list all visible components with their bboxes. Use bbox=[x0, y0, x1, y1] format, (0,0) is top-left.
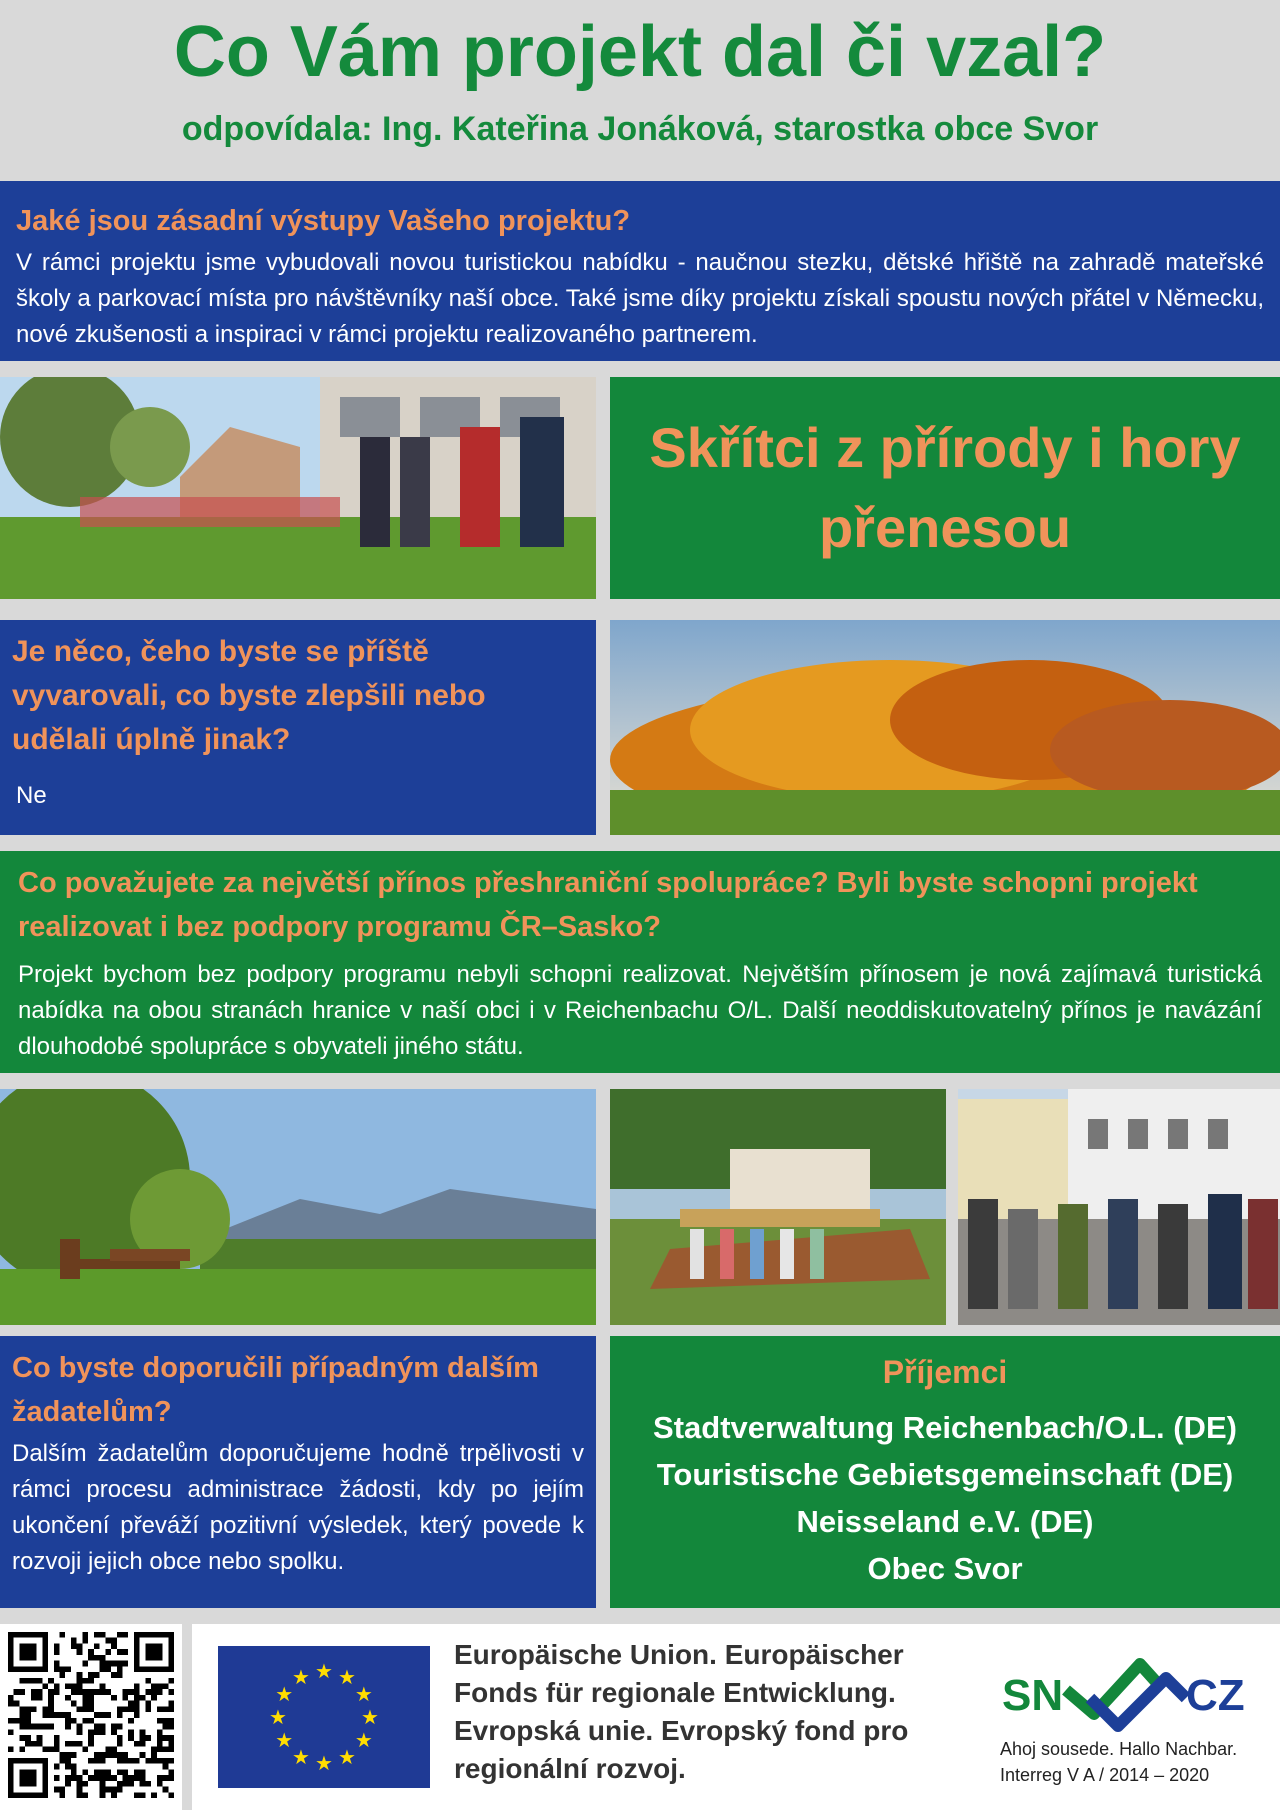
recipients-heading: Příjemci bbox=[882, 1354, 1008, 1390]
recipient-item: Neisseland e.V. (DE) bbox=[796, 1504, 1094, 1539]
motto-text: Skřítci z přírody i hory přenesou bbox=[649, 416, 1241, 559]
motto-panel bbox=[610, 377, 1280, 599]
qr-code-icon bbox=[8, 1632, 174, 1798]
eu-star-icon: ★ bbox=[354, 1684, 373, 1706]
eu-star-icon: ★ bbox=[354, 1730, 373, 1752]
interreg-tagline bbox=[1000, 1736, 1240, 1788]
recommend-question: Co byste doporučili případným dalším žadatelům? bbox=[12, 1352, 539, 1428]
benefit-answer: Projekt bychom bez podpory programu nebyli schopni realizovat. Největším přínosem je nová zajímavá turistická nabídka na obou stranách hranice v naší obci i v Reichenbachu O/L. Další neoddiskutovatelný přínos je navázání dlouhodobé spolupráce s obyvateli jiného státu. bbox=[18, 961, 1262, 1060]
page-title: Co Vám projekt dal či vzal? bbox=[173, 12, 1107, 92]
outputs-answer: V rámci projektu jsme vybudovali novou turistickou nabídku - naučnou stezku, dětské hřiště na zahradě mateřské školy a parkovací místa pro návštěvníky naší obce. Také jsme díky projektu získali spoustu nových přátel v Německu, nové zkušenosti a inspiraci v rámci projektu realizovaného partnerem. bbox=[16, 249, 1264, 348]
eu-star-icon: ★ bbox=[338, 1746, 356, 1769]
recipient-item: Stadtverwaltung Reichenbach/O.L. (DE) bbox=[653, 1410, 1237, 1445]
page-subtitle: odpovídala: Ing. Kateřina Jonáková, starostka obce Svor bbox=[181, 110, 1099, 148]
logo-sn: SN bbox=[1002, 1671, 1064, 1720]
eu-star-icon: ★ bbox=[315, 1753, 333, 1775]
eu-star-icon: ★ bbox=[269, 1707, 287, 1729]
recipients-panel bbox=[610, 1336, 1280, 1608]
recipient-item: Touristische Gebietsgemeinschaft (DE) bbox=[656, 1457, 1234, 1492]
improve-answer: Ne bbox=[16, 782, 47, 809]
improve-question: Je něco, čeho byste se příště vyvarovali, co byste zlepšili nebo udělali úplně jinak? bbox=[12, 635, 486, 756]
eu-star-icon: ★ bbox=[361, 1707, 379, 1729]
photo-town-square bbox=[958, 1089, 1280, 1325]
benefit-question: Co považujete za největší přínos přeshraniční spolupráce? Byli byste schopni projekt realizovat i bez podpory programu ČR–Sasko? bbox=[18, 867, 1198, 943]
photo-gnome-kids bbox=[0, 377, 596, 599]
eu-star-icon: ★ bbox=[292, 1746, 310, 1769]
recipient-item: Obec Svor bbox=[867, 1551, 1023, 1586]
photo-playground bbox=[610, 1089, 946, 1325]
improve-panel bbox=[0, 620, 596, 835]
tagline-2: Interreg V A / 2014 – 2020 bbox=[1000, 1765, 1210, 1785]
eu-funding-text: Europäische Union. Europäischer Fonds für regionale Entwicklung. Evropská unie. Evropský fond pro regionální rozvoj. bbox=[454, 1639, 909, 1784]
outputs-question: Jaké jsou zásadní výstupy Vašeho projektu? bbox=[16, 205, 631, 237]
photo-landscape-bench bbox=[0, 1089, 596, 1325]
recommend-answer: Dalším žadatelům doporučujeme hodně trpělivosti v rámci procesu administrace žádosti, kdy po jejím ukončení převáží pozitivní výsledek, který povede k rozvoji jejich obce nebo spolku. bbox=[12, 1440, 584, 1575]
logo-cz: CZ bbox=[1186, 1671, 1245, 1720]
eu-star-icon: ★ bbox=[275, 1684, 294, 1706]
tagline-1: Ahoj sousede. Hallo Nachbar. bbox=[1000, 1739, 1238, 1759]
eu-star-icon: ★ bbox=[315, 1661, 333, 1683]
eu-star-icon: ★ bbox=[292, 1667, 310, 1690]
qr-code[interactable] bbox=[0, 1624, 182, 1810]
recommend-panel bbox=[0, 1336, 596, 1608]
eu-flag-icon bbox=[218, 1646, 430, 1788]
photo-autumn-hill bbox=[610, 620, 1280, 835]
outputs-panel bbox=[0, 181, 1280, 361]
eu-star-icon: ★ bbox=[338, 1667, 356, 1690]
benefit-panel bbox=[0, 851, 1280, 1073]
eu-star-icon: ★ bbox=[275, 1730, 294, 1752]
